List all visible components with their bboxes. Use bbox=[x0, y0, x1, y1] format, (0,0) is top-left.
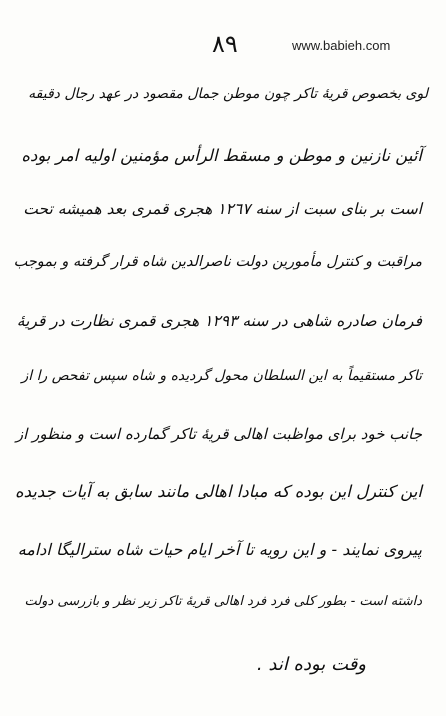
text-line-8: این کنترل این بوده که مبادا اهالی مانند سابق به آیات جدیده bbox=[15, 482, 422, 501]
text-line-3: است بر بنای سبت از سنه ١٢٦٧ هجری قمری بعد همیشه تحت bbox=[23, 200, 422, 218]
text-line-11: وقت بوده اند . bbox=[256, 654, 366, 675]
text-line-5: فرمان صادره شاهی در سنه ١٢٩٣ هجری قمری نظارت در قریهٔ bbox=[16, 312, 422, 330]
text-line-7: جانب خود برای مواظبت اهالی قریهٔ تاکر گمارده است و منظور از bbox=[15, 425, 422, 443]
page-number: ٨٩ bbox=[212, 30, 238, 58]
text-line-4: مراقبت و کنترل مأمورین دولت ناصرالدین شاه قرار گرفته و بموجب bbox=[13, 254, 422, 270]
text-line-9: پیروی نمایند - و این رویه تا آخر ایام حیات شاه سترالیگا ادامه bbox=[17, 540, 422, 559]
text-line-1: لوی بخصوص قریهٔ تاکر چون موطن جمال مقصود در عهد رجال دقیقه bbox=[28, 86, 428, 102]
text-line-6: تاکر مستقیماً به این السلطان محول گردیده و شاه سپس تفحص را از bbox=[21, 368, 422, 384]
text-line-2: آئین نازنین و موطن و مسقط الرأس مؤمنین اولیه امر بوده bbox=[21, 146, 422, 165]
text-line-10: داشته است - بطور کلی فرد فرد اهالی قریهٔ تاکر زیر نظر و بازرسی دولت bbox=[24, 594, 422, 609]
website-watermark: www.babieh.com bbox=[292, 38, 391, 53]
